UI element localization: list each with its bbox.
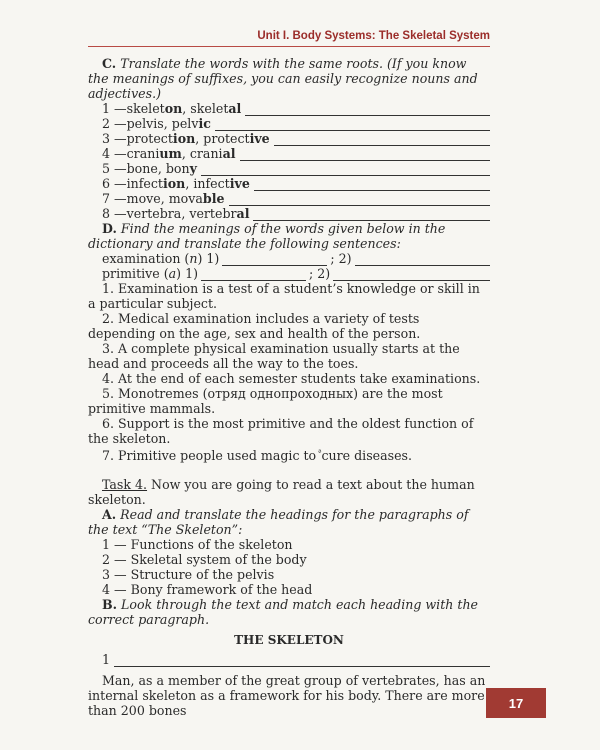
- exercise-c-list: [88, 101, 490, 221]
- word-1-suffix: ion: [172, 131, 196, 146]
- word-2-suffix: y: [189, 161, 197, 176]
- word-2-root: pelv: [171, 116, 199, 131]
- word-2-suffix: ive: [249, 131, 270, 146]
- word-1-root: crani: [126, 146, 160, 161]
- word-2-suffix: ble: [202, 191, 225, 206]
- heading-item: 3 — Structure of the pelvis: [102, 567, 275, 583]
- page-number-badge: 17: [486, 688, 546, 718]
- sentence-7: [88, 446, 490, 463]
- skeleton-heading-blank[interactable]: [114, 654, 490, 667]
- task4-intro: [88, 477, 490, 507]
- examination-blank-1[interactable]: [222, 253, 327, 266]
- primitive-pos: a: [168, 266, 177, 281]
- exercise-c-item: [88, 191, 490, 206]
- sentence-7-mark: ª: [318, 449, 322, 457]
- translation-blank[interactable]: [201, 163, 490, 176]
- primitive-blank-2[interactable]: [333, 268, 490, 281]
- exercise-c-item: [88, 161, 490, 176]
- primitive-close: ) 1): [176, 266, 199, 281]
- translation-blank[interactable]: [253, 208, 490, 221]
- translation-blank[interactable]: [240, 148, 490, 161]
- sentence-7-end: cure diseases.: [321, 448, 413, 464]
- word-separator: ,: [157, 161, 166, 176]
- task4-b-instruction: [88, 597, 490, 627]
- heading-item: 1 — Functions of the skeleton: [102, 537, 293, 553]
- translation-blank[interactable]: [215, 118, 490, 131]
- translation-blank[interactable]: [229, 193, 491, 206]
- sentence: 3. A complete physical examination usually starts at the head and proceeds all the way to the toes.: [88, 341, 460, 371]
- word-separator: ,: [182, 101, 191, 116]
- word-1-suffix: ion: [163, 176, 186, 191]
- word-separator: ,: [185, 176, 194, 191]
- examination-close: ) 1): [197, 251, 220, 266]
- word-separator: ,: [160, 191, 169, 206]
- word-2-root: bon: [165, 161, 190, 176]
- exercise-c-item: [88, 116, 490, 131]
- examination-word: examination (: [102, 251, 190, 266]
- word-1-root: bone: [126, 161, 158, 176]
- word-1-suffix: um: [159, 146, 182, 161]
- exercise-c-item: [88, 176, 490, 191]
- sentence: 2. Medical examination includes a variety of tests depending on the age, sex and health of the person.: [88, 311, 421, 341]
- item-number: 7 —: [102, 191, 127, 206]
- skeleton-blank-num: 1: [102, 652, 111, 668]
- examination-blank-2[interactable]: [355, 253, 490, 266]
- heading-item: 2 — Skeletal system of the body: [102, 552, 307, 568]
- sentence: 4. At the end of each semester students take examinations.: [102, 371, 481, 386]
- header-rule: [88, 46, 490, 47]
- examination-mid: ; 2): [330, 251, 352, 266]
- word-1-suffix: on: [164, 101, 183, 116]
- item-number: 1 —: [102, 101, 127, 116]
- exercise-c-item: [88, 131, 490, 146]
- word-1-root: protect: [126, 131, 173, 146]
- word-1-root: vertebra: [126, 206, 182, 221]
- item-number: 6 —: [102, 176, 127, 191]
- exercise-c-item: [88, 146, 490, 161]
- word-2-root: skelet: [190, 101, 229, 116]
- word-separator: ,: [195, 131, 204, 146]
- task4-link: Task 4.: [102, 477, 148, 493]
- skeleton-title: THE SKELETON: [234, 633, 344, 648]
- word-separator: ,: [181, 206, 190, 221]
- word-2-suffix: ive: [229, 176, 250, 191]
- word-1-root: infect: [126, 176, 163, 191]
- running-header: Unit I. Body Systems: The Skeletal System: [257, 30, 490, 42]
- item-number: 5 —: [102, 161, 127, 176]
- word-1-root: move: [126, 191, 161, 206]
- sentence: 6. Support is the most primitive and the oldest function of the skeleton.: [88, 416, 474, 446]
- word-2-suffix: ic: [198, 116, 211, 131]
- task4-a-label: A.: [102, 507, 117, 523]
- sentence-7-start: 7. Primitive people used magic to: [102, 448, 317, 464]
- heading-item: 4 — Bony framework of the head: [102, 582, 313, 598]
- word-2-root: vertebr: [189, 206, 237, 221]
- translation-blank[interactable]: [245, 103, 490, 116]
- page-content: [88, 56, 490, 718]
- exercise-c-text: Translate the words with the same roots. (If you know the meanings of suffixes, you can easily recognize nouns and adjectives.): [88, 56, 478, 101]
- exercise-d-label: D.: [102, 221, 117, 236]
- examination-row: [88, 251, 490, 266]
- translation-blank[interactable]: [254, 178, 490, 191]
- task4-a-instruction: [88, 507, 490, 537]
- exercise-d-text: Find the meanings of the words given below in the dictionary and translate the following sentences:: [88, 221, 446, 251]
- sentence: 1. Examination is a test of a student’s knowledge or skill in a particular subject.: [88, 281, 480, 311]
- item-number: 4 —: [102, 146, 127, 161]
- task4-a-text: Read and translate the headings for the paragraphs of the text “The Skeleton”:: [88, 507, 469, 538]
- word-2-root: crani: [189, 146, 223, 161]
- primitive-word: primitive (: [102, 266, 169, 281]
- translation-blank[interactable]: [274, 133, 490, 146]
- word-separator: ,: [181, 146, 190, 161]
- word-2-suffix: al: [228, 101, 242, 116]
- word-2-suffix: al: [236, 206, 250, 221]
- item-number: 2 —: [102, 116, 127, 131]
- sentence: 5. Monotremes (отряд однопроходных) are the most primitive mammals.: [88, 386, 443, 416]
- primitive-mid: ; 2): [309, 266, 331, 281]
- exercise-c-item: [88, 206, 490, 221]
- exercise-d-instruction: [88, 221, 490, 251]
- task4-headings-list: [88, 537, 490, 597]
- item-number: 8 —: [102, 206, 127, 221]
- exercise-c-item: [88, 101, 490, 116]
- word-2-root: infect: [193, 176, 230, 191]
- item-number: 3 —: [102, 131, 127, 146]
- word-separator: ,: [163, 116, 172, 131]
- task4-b-label: B.: [102, 597, 118, 613]
- task4-intro-text: Now you are going to read a text about the human skeleton.: [88, 477, 475, 508]
- exercise-c-instruction: [88, 56, 490, 101]
- skeleton-blank-row: [88, 652, 490, 667]
- exercise-c-label: C.: [102, 56, 117, 71]
- word-1-root: pelvis: [126, 116, 164, 131]
- primitive-row: [88, 266, 490, 281]
- skeleton-paragraph: Man, as a member of the great group of vertebrates, has an internal skeleton as a framework for his body. There are more than 200 bones: [88, 673, 486, 719]
- word-1-root: skelet: [126, 101, 165, 116]
- primitive-blank-1[interactable]: [201, 268, 306, 281]
- word-2-root: protect: [203, 131, 250, 146]
- examination-pos: n: [189, 251, 198, 266]
- word-2-root: mova: [168, 191, 203, 206]
- word-2-suffix: al: [222, 146, 236, 161]
- exercise-d-sentences: [88, 281, 490, 446]
- task4-b-text: Look through the text and match each heading with the correct paragraph.: [88, 597, 479, 628]
